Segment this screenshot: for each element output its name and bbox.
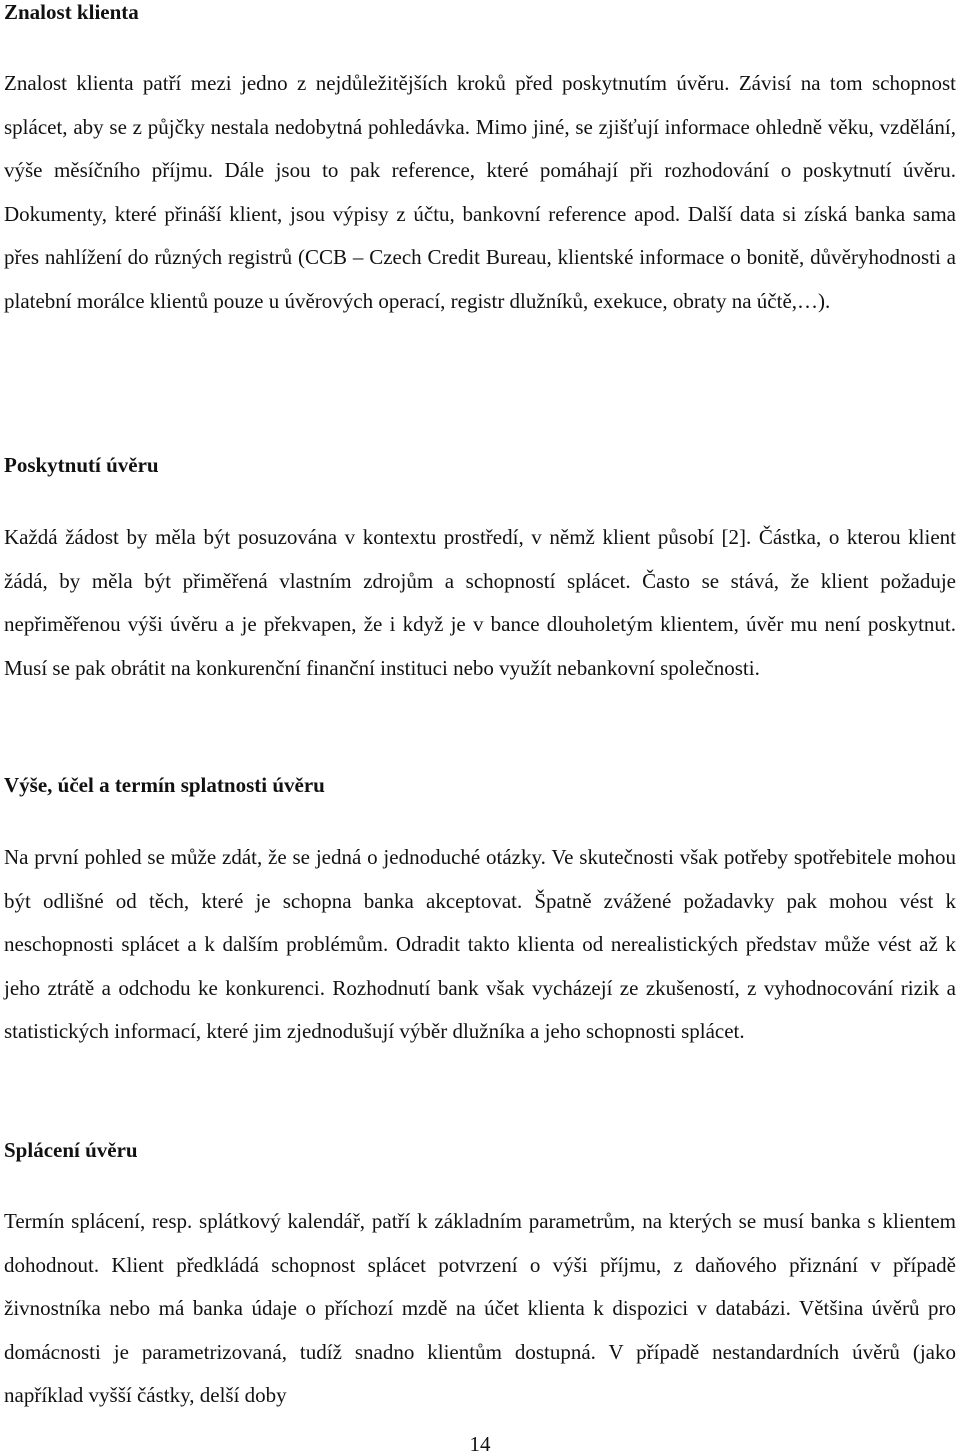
section-paragraph-splaceni-uveru: Termín splácení, resp. splátkový kalendář, patří k základním parametrům, na kterých se musí banka s klientem dohodnout. Klient předkládá schopnost splácet potvrzení o výši příjmu, z daňového přiznání v případě živnostníka nebo má banka údaje o příchozí mzdě na účet klienta k dispozici v databázi. Většina úvěrů pro domácnosti je parametrizovaná, tudíž snadno klientům dostupná. V případě nestandardních úvěrů (jako například vyšší částky, delší doby <box>4 1209 956 1407</box>
section-paragraph-znalost-klienta: Znalost klienta patří mezi jedno z nejdůležitějších kroků před poskytnutím úvěru. Závisí na tom schopnost splácet, aby se z půjčky nestala nedobytná pohledávka. Mimo jiné, se zjišťují informace ohledně věku, vzdělání, výše měsíčního příjmu. Dále jsou to pak reference, které pomáhají při rozhodování o poskytnutí úvěru. Dokumenty, které přináší klient, jsou výpisy z účtu, bankovní reference apod. Další data si získá banka sama přes nahlížení do různých registrů (CCB – Czech Credit Bureau, klientské informace o bonitě, důvěryhodnosti a platební morálce klientů pouze u úvěrových operací, registr dlužníků, exekuce, obraty na účtě,…). <box>4 71 956 313</box>
section-heading-splaceni-uveru: Splácení úvěru <box>4 1138 138 1162</box>
section-paragraph-poskytnuti-uveru: Každá žádost by měla být posuzována v kontextu prostředí, v němž klient působí [2]. Částka, o kterou klient žádá, by měla být přiměřená vlastním zdrojům a schopností splácet. Často se stává, že klient požaduje nepřiměřenou výši úvěru a je překvapen, že i když je v bance dlouholetým klientem, úvěr mu není poskytnut. Musí se pak obrátit na konkurenční finanční instituci nebo využít nebankovní společnosti. <box>4 525 956 680</box>
section-paragraph-vyse-ucel-termin: Na první pohled se může zdát, že se jedná o jednoduché otázky. Ve skutečnosti však potřeby spotřebitele mohou být odlišné od těch, které je schopna banka akceptovat. Špatně zvážené požadavky pak mohou vést k neschopnosti splácet a k dalším problémům. Odradit takto klienta od nerealistických představ může vést až k jeho ztrátě a odchodu ke konkurenci. Rozhodnutí bank však vycházejí ze zkušeností, z vyhodnocování rizik a statistických informací, které jim zjednodušují výběr dlužníka a jeho schopnosti splácet. <box>4 845 956 1043</box>
section-heading-vyse-ucel-termin: Výše, účel a termín splatnosti úvěru <box>4 773 325 797</box>
section-heading-znalost-klienta: Znalost klienta <box>4 0 139 24</box>
page-number: 14 <box>469 1432 491 1456</box>
section-heading-poskytnuti-uveru: Poskytnutí úvěru <box>4 453 159 477</box>
